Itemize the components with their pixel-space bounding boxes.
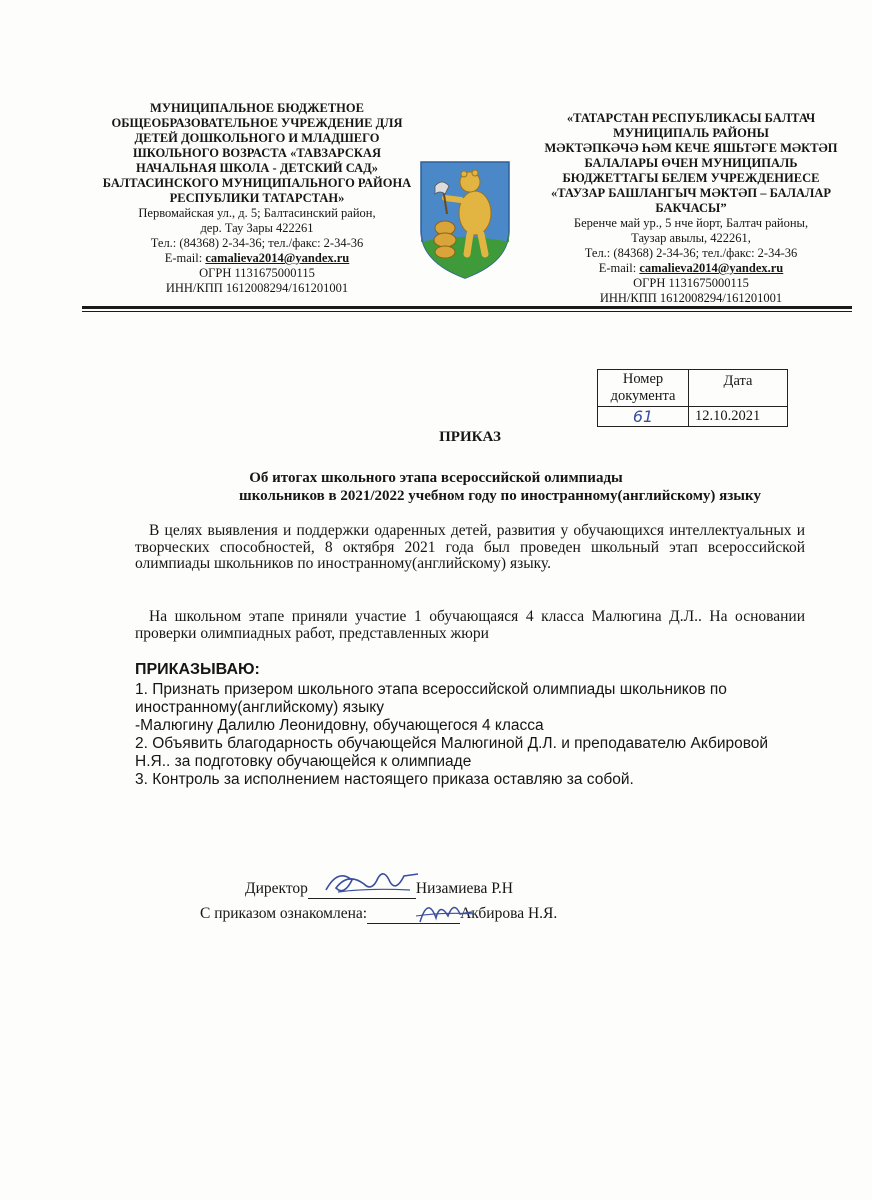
left-ogrn: ОГРН 1131675000115 — [199, 266, 315, 280]
left-org-name — [92, 101, 422, 206]
order-line: 3. Контроль за исполнением настоящего приказа оставляю за собой. — [135, 771, 634, 788]
director-handwritten-signature — [318, 862, 423, 902]
order-line: Н.Я.. за подготовку обучающейся к олимпиаде — [135, 753, 472, 770]
subject-line-2: школьников в 2021/2022 учебном году по иностранному(английскому) языку — [239, 488, 761, 504]
acknowledgement-line — [200, 905, 557, 924]
left-org-line: БАЛТАСИНСКОГО МУНИЦИПАЛЬНОГО РАЙОНА — [102, 176, 412, 190]
ack-handwritten-signature — [410, 892, 480, 930]
right-org-name — [532, 111, 850, 216]
right-org-line: БАЛАЛАРЫ ӨЧЕН МУНИЦИПАЛЬ — [584, 156, 798, 170]
left-org-line: ДЕТЕЙ ДОШКОЛЬНОГО И МЛАДШЕГО — [134, 131, 380, 145]
number-header-cell — [598, 370, 689, 407]
date-header-cell: Дата — [689, 370, 788, 407]
left-org-line: ШКОЛЬНОГО ВОЗРАСТА «ТАВЗАРСКАЯ — [133, 146, 381, 160]
paragraph-participation: На школьном этапе приняли участие 1 обучающаяся 4 класса Малюгина Д.Л.. На основании проверки олимпиадных работ, представленных жюри — [135, 608, 805, 642]
right-org-line: БАКЧАСЫ” — [655, 201, 727, 215]
subject-line-1: Об итогах школьного этапа всероссийской олимпиады — [249, 470, 623, 486]
right-email-label: E-mail: — [598, 261, 640, 275]
header-divider-thin — [82, 311, 852, 312]
right-email-link[interactable]: camalieva2014@yandex.ru — [639, 261, 784, 275]
right-email-line — [532, 261, 850, 276]
order-line: 1. Признать призером школьного этапа всероссийской олимпиады школьников по — [135, 681, 727, 698]
right-address-1: Беренче май ур., 5 нче йорт, Балтач районы, — [573, 216, 809, 230]
left-org-line: ОБЩЕОБРАЗОВАТЕЛЬНОЕ УЧРЕЖДЕНИЕ ДЛЯ — [111, 116, 403, 130]
right-header — [532, 111, 850, 306]
left-inn: ИНН/КПП 1612008294/161201001 — [165, 281, 349, 295]
left-org-line: МУНИЦИПАЛЬНОЕ БЮДЖЕТНОЕ — [150, 101, 364, 115]
director-name: Низамиева Р.Н — [415, 880, 514, 897]
left-org-line: НАЧАЛЬНАЯ ШКОЛА - ДЕТСКИЙ САД» — [135, 161, 379, 175]
bear-shield-icon — [415, 158, 515, 282]
left-address-1: Первомайская ул., д. 5; Балтасинский район, — [138, 206, 376, 220]
right-address-2: Таузар авылы, 422261, — [631, 231, 751, 245]
left-phone: Тел.: (84368) 2-34-36; тел./факс: 2-34-36 — [150, 236, 364, 250]
right-org-line: «ТАТАРСТАН РЕСПУБЛИКАСЫ БАЛТАЧ — [566, 111, 816, 125]
right-ogrn: ОГРН 1131675000115 — [633, 276, 749, 290]
order-line: иностранному(английскому) языку — [135, 699, 384, 716]
number-header-line: документа — [610, 388, 676, 404]
left-email-label: E-mail: — [164, 251, 206, 265]
ack-label: С приказом ознакомлена: — [200, 905, 368, 922]
right-org-line: МУНИЦИПАЛЬ РАЙОНЫ — [613, 126, 769, 140]
order-line: 2. Объявить благодарность обучающейся Малюгиной Д.Л. и преподавателю Акбировой — [135, 735, 769, 752]
document-number-table — [597, 369, 788, 427]
director-label: Директор — [245, 880, 308, 897]
right-inn: ИНН/КПП 1612008294/161201001 — [599, 291, 783, 305]
right-org-line: МӘКТӘПКӘЧӘ ҺӘМ КЕЧЕ ЯШЬТӘГЕ МӘКТӘП — [544, 141, 838, 155]
number-header-line: Номер — [622, 371, 664, 387]
paragraph-goal: В целях выявления и поддержки одаренных детей, развития у обучающихся интеллектуальных и творческих способностей, 8 октября 2021 года был проведен школьный этап всероссийской олимпиады школьников по иностранному(английскому) языку. — [135, 522, 805, 572]
document-number-cell: 61 — [598, 407, 689, 427]
left-org-line: РЕСПУБЛИКИ ТАТАРСТАН» — [169, 191, 345, 205]
order-line: -Малюгину Далилю Леонидовну, обучающегося 4 класса — [135, 717, 544, 734]
document-date-cell: 12.10.2021 — [689, 407, 788, 427]
coat-of-arms-emblem — [415, 158, 515, 282]
left-email-link[interactable]: camalieva2014@yandex.ru — [205, 251, 350, 265]
left-address-2: дер. Тау Зары 422261 — [200, 221, 314, 235]
ack-name: Акбирова Н.Я. — [460, 905, 558, 922]
left-email-line — [92, 251, 422, 266]
order-list — [135, 681, 835, 789]
order-heading: ПРИКАЗЫВАЮ: — [135, 661, 260, 678]
right-org-line: БЮДЖЕТТАГЫ БЕЛЕМ УЧРЕЖДЕНИЕСЕ — [562, 171, 820, 185]
page-title: ПРИКАЗ — [439, 429, 501, 445]
right-phone: Тел.: (84368) 2-34-36; тел./факс: 2-34-36 — [584, 246, 798, 260]
right-org-line: «ТАУЗАР БАШЛАНГЫЧ МӘКТӘП – БАЛАЛАР — [550, 186, 832, 200]
left-header — [92, 101, 422, 296]
header-divider-thick — [82, 306, 852, 309]
